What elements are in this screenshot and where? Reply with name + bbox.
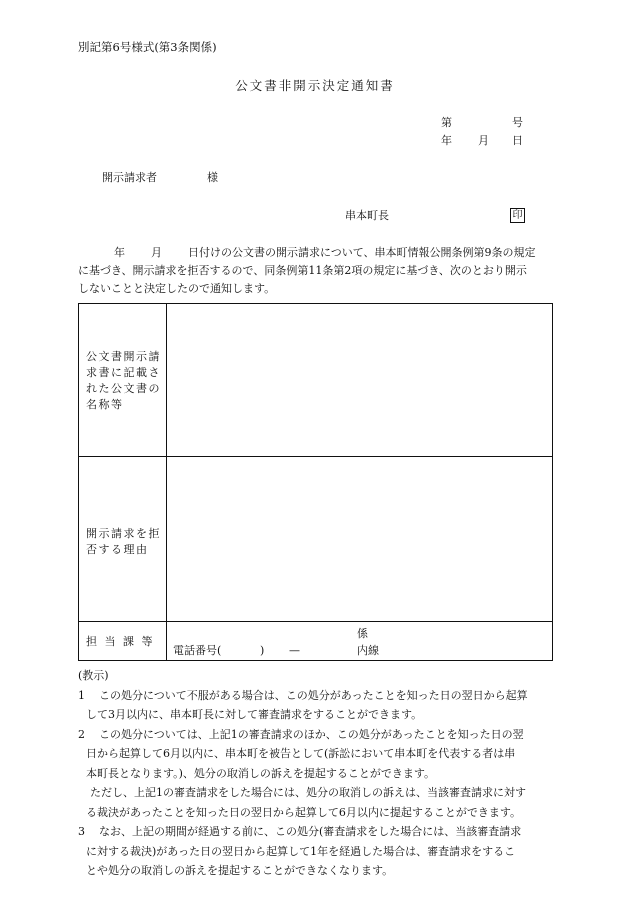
addressee-sama: 様 [207,171,218,184]
label-refusal-reason: 開示請求を拒否する理由 [86,527,161,556]
note-2-line-2: 日から起算して6月以内に、串本町を被告として(訴訟において串本町を代表する者は串 [86,747,516,760]
table-divider-row1 [79,456,552,457]
body-year: 年 [114,246,125,259]
number-dai: 第 [441,116,452,129]
phone-label: 電話番号( [173,644,222,657]
date-day: 日 [512,134,523,147]
phone-dash: — [289,644,300,657]
body-line-1 [78,244,558,262]
number-go: 号 [512,116,523,129]
note-2-line-1 [78,725,558,745]
label-department: 担 当 課 等 [86,635,155,648]
table-divider-row2 [79,621,552,622]
addressee-label: 開示請求者 [102,171,157,184]
notes-heading: (教示) [78,669,109,682]
date-month: 月 [478,134,489,147]
phone-close: ) [260,644,265,657]
body-month: 月 [151,246,162,259]
label-document-name: 公文書開示請求書に記載された公文書の名称等 [86,350,161,411]
note-2b-line-2: る裁決があったことを知った日の翌日から起算して6月以内に提起することができます。 [86,805,522,819]
info-table [78,303,553,661]
note-3-line-1 [78,822,558,842]
document-title: 公文書非開示決定通知書 [235,78,395,93]
body-line-3: しないことと決定したので通知します。 [78,282,276,295]
note-1-number: 1 [78,688,85,702]
note-2b-line-1: ただし、上記1の審査請求をした場合には、処分の取消しの訴えは、当該審査請求に対す [90,786,526,799]
form-label: 別記第6号様式(第3条関係) [78,40,217,54]
table-divider-vertical [166,304,167,660]
body-rest: 日付けの公文書の開示請求について、串本町情報公開条例第9条の規定 [188,246,536,259]
date-year: 年 [441,134,452,147]
seal-stamp: 印 [510,208,525,223]
note-1-line-1 [78,686,558,706]
instruction-notes [78,666,558,881]
note-1-text-1: この処分について不服がある場合は、この処分があったことを知った日の翌日から起算 [99,688,528,702]
issuer-name: 串本町長 [345,209,389,222]
naisen-text: 内線 [357,644,379,657]
note-2-text-1: この処分については、上記1の審査請求のほか、この処分があったことを知った日の翌 [99,727,524,741]
kakari-text: 係 [357,627,368,640]
note-3-line-3: とや処分の取消しの訴えを提起することができなくなります。 [86,864,394,877]
notice-body [78,244,558,298]
note-1-line-2: して3月以内に、串本町長に対して審査請求をすることができます。 [86,708,423,721]
body-line-2: に基づき、開示請求を拒否するので、同条例第11条第2項の規定に基づき、次のとおり開示 [78,264,527,277]
note-2-number: 2 [78,727,85,741]
note-3-line-2: に対する裁決)があった日の翌日から起算して1年を経過した場合は、審査請求をするこ [86,844,516,858]
note-3-text-1: なお、上記の期間が経過する前に、この処分(審査請求をした場合には、当該審査請求 [99,825,522,838]
note-2-line-3: 本町長となります。)、処分の取消しの訴えを提起することができます。 [86,766,436,780]
note-3-number: 3 [78,825,85,838]
